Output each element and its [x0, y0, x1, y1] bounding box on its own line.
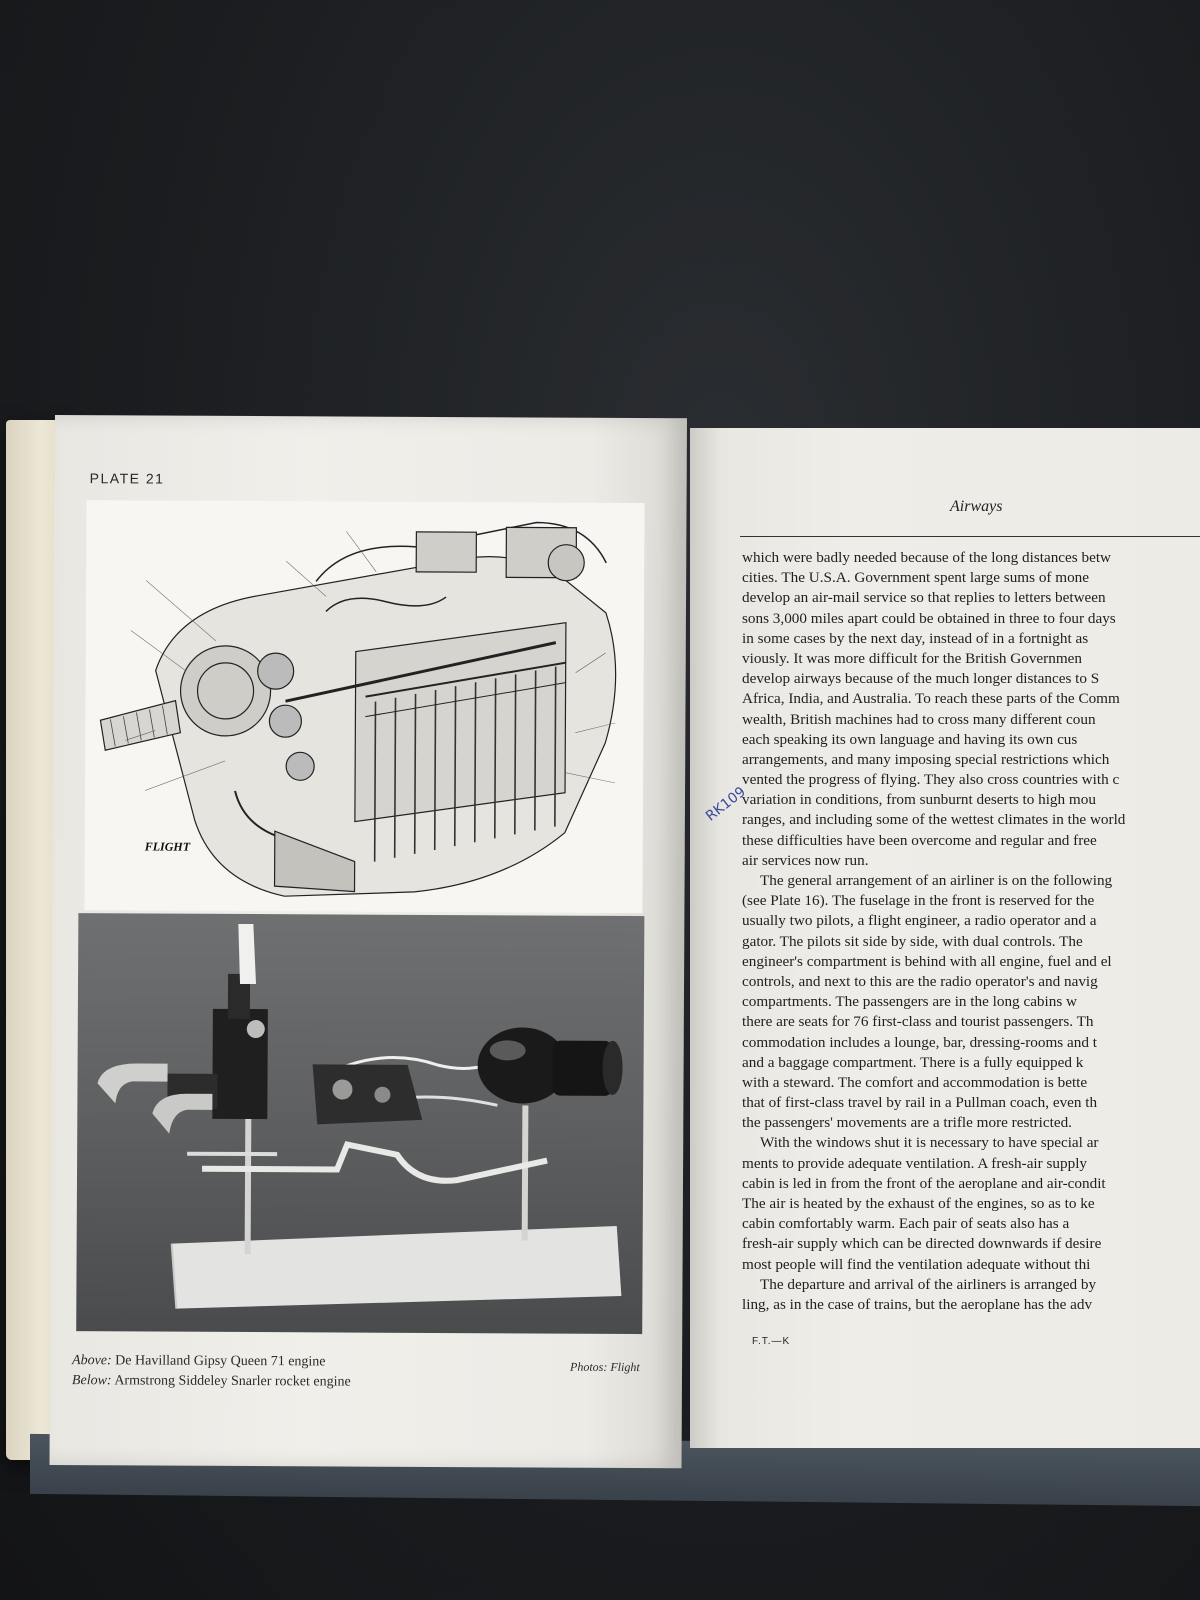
text-line: The air is heated by the exhaust of the engines, so as to ke: [742, 1195, 1095, 1212]
text-line: usually two pilots, a flight engineer, a radio operator and a: [742, 912, 1097, 930]
plate-label: PLATE 21: [89, 470, 165, 487]
text-line: gator. The pilots sit side by side, with dual controls. The: [742, 932, 1083, 950]
text-line: in some cases by the next day, instead of in a fortnight as: [742, 629, 1089, 647]
text-line: engineer's compartment is behind with all engine, fuel and el: [742, 952, 1112, 970]
text-line: which were badly needed because of the long distances betw: [742, 549, 1112, 566]
signature-mark: F.T.—K: [752, 1336, 791, 1347]
text-line: wealth, British machines had to cross many different coun: [742, 710, 1096, 728]
text-line: most people will find the ventilation adequate without thi: [742, 1255, 1091, 1273]
engine-cutaway-drawing: [84, 500, 644, 913]
text-line: vented the progress of flying. They also cross countries with c: [742, 771, 1120, 789]
text-line: that of first-class travel by rail in a Pullman coach, even th: [742, 1094, 1098, 1112]
text-line: develop an air-mail service so that replies to letters between: [742, 589, 1106, 607]
text-line: there are seats for 76 first-class and tourist passengers. Th: [742, 1013, 1094, 1031]
text-line: fresh-air supply which can be directed downwards if desire: [742, 1235, 1102, 1253]
text-line: With the windows shut it is necessary to have special ar: [760, 1134, 1099, 1152]
figure-caption: [72, 1351, 632, 1394]
right-page: [690, 428, 1200, 1448]
text-line: variation in conditions, from sunburnt deserts to high mou: [742, 791, 1096, 809]
text-line: develop airways because of the much longer distances to S: [742, 670, 1100, 688]
text-line: The departure and arrival of the airliners is arranged by: [760, 1275, 1097, 1293]
text-line: sons 3,000 miles apart could be obtained in three to four days: [742, 609, 1116, 627]
text-line: and a baggage compartment. There is a fully equipped k: [742, 1053, 1084, 1071]
text-line: viously. It was more difficult for the British Governmen: [742, 649, 1082, 667]
text-line: cabin comfortably warm. Each pair of seats also has a: [742, 1215, 1070, 1233]
engine-cutaway-illustration: [84, 500, 644, 913]
text-line: with a steward. The comfort and accommodation is bette: [742, 1073, 1088, 1091]
caption-below-text: Armstrong Siddeley Snarler rocket engine: [114, 1373, 351, 1390]
header-rule: [740, 536, 1200, 537]
photo-credit: Photos: Flight: [569, 1359, 640, 1375]
caption-below-label: Below:: [71, 1373, 112, 1389]
text-line: Africa, India, and Australia. To reach these parts of the Comm: [742, 690, 1120, 708]
caption-above-label: Above:: [72, 1353, 112, 1369]
text-line: compartments. The passengers are in the long cabins w: [742, 993, 1078, 1011]
text-line: cabin is led in from the front of the aeroplane and air-condit: [742, 1174, 1106, 1192]
text-line: controls, and next to this are the radio operator's and navig: [742, 972, 1098, 990]
caption-above-text: De Havilland Gipsy Queen 71 engine: [115, 1353, 326, 1370]
text-line: the passengers' movements are a trifle more restricted.: [742, 1114, 1072, 1132]
body-text: [742, 548, 1200, 1315]
left-page: [50, 415, 687, 1468]
text-line: ments to provide adequate ventilation. A fresh-air supply: [742, 1154, 1088, 1172]
rocket-engine-illustration: [76, 913, 644, 1334]
text-line: (see Plate 16). The fuselage in the front is reserved for the: [742, 892, 1095, 910]
rocket-engine-photo: [76, 913, 644, 1334]
text-line: each speaking its own language and having its own cus: [742, 730, 1078, 748]
text-line: ranges, and including some of the wettest climates in the world: [742, 811, 1126, 829]
text-line: air services now run.: [742, 851, 869, 869]
text-line: these difficulties have been overcome and regular and free: [742, 831, 1097, 849]
text-line: The general arrangement of an airliner is on the following: [760, 872, 1113, 889]
text-line: commodation includes a lounge, bar, dressing-rooms and t: [742, 1033, 1097, 1051]
running-head: Airways: [950, 498, 1003, 515]
text-line: arrangements, and many imposing special restrictions which: [742, 750, 1110, 768]
text-line: cities. The U.S.A. Government spent large sums of mone: [742, 569, 1090, 587]
handwritten-note: RK109: [703, 783, 749, 825]
flight-logo: FLIGHT: [144, 839, 191, 854]
text-line: ling, as in the case of trains, but the aeroplane has the adv: [742, 1295, 1093, 1313]
